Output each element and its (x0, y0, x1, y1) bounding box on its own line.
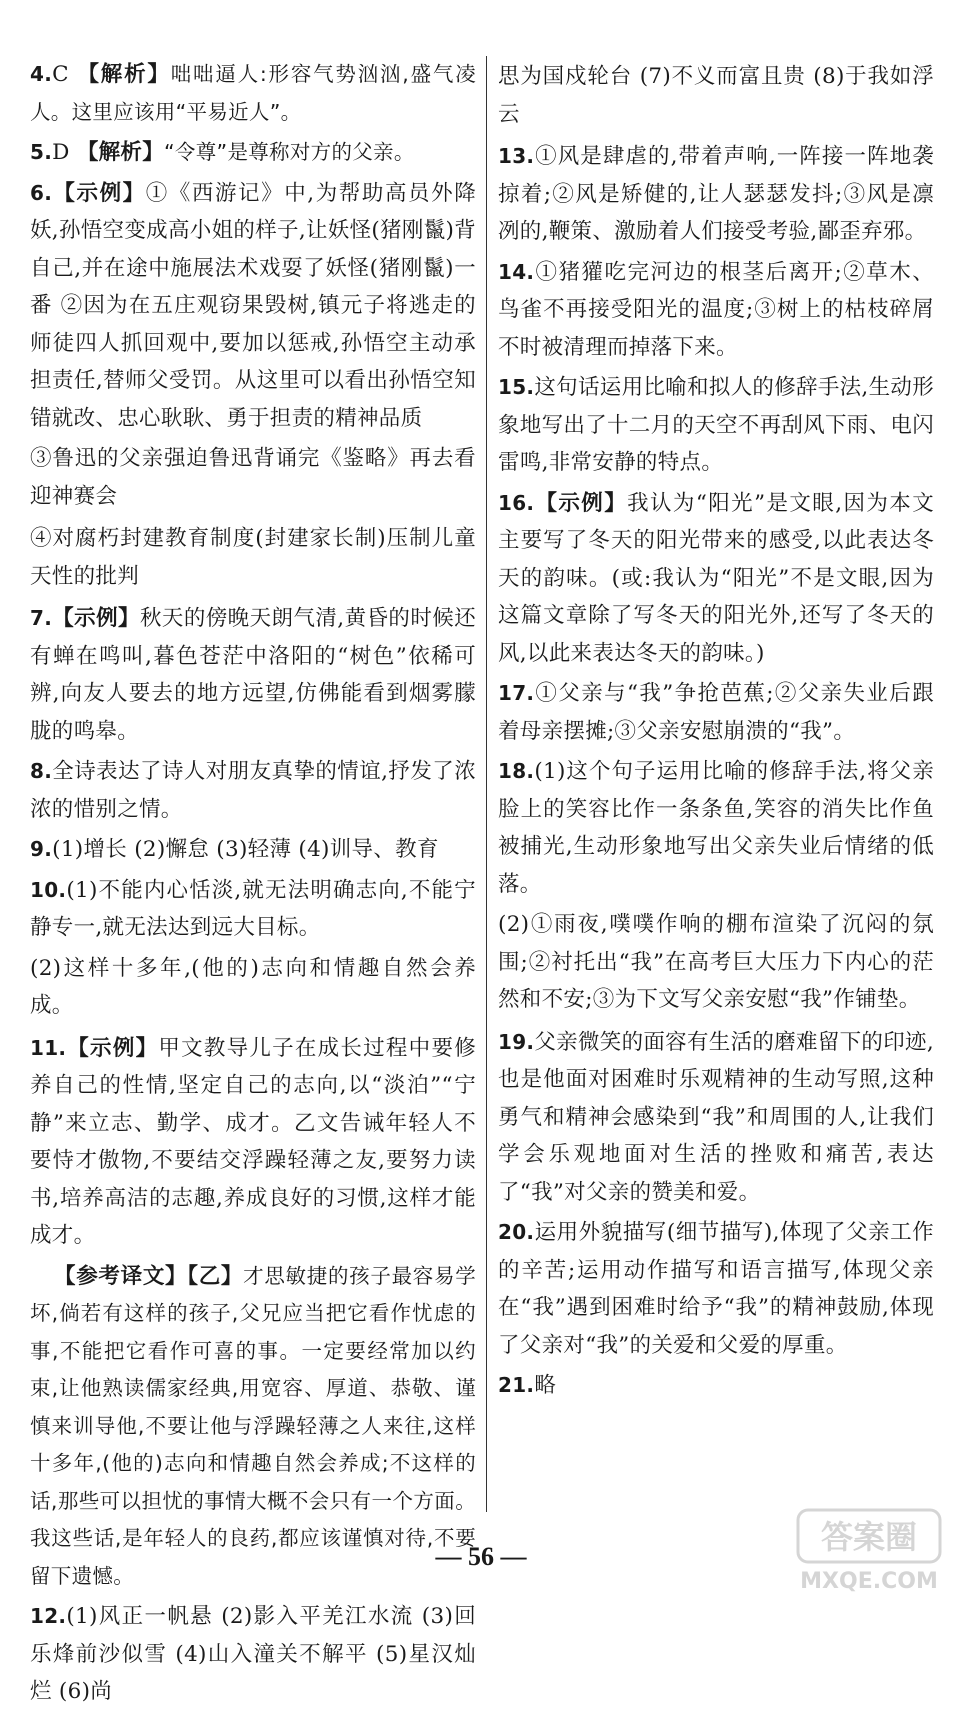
answer-text: 咄咄逼人:形容气势汹汹,盛气凌人。这里应该用“平易近人”。 (30, 62, 476, 124)
answer-number: 20. (498, 1220, 535, 1244)
answer-item (30, 56, 476, 131)
answer-item (498, 369, 934, 482)
answer-number: 5. (30, 140, 53, 164)
answer-number: 11. (30, 1035, 67, 1060)
answer-item (498, 254, 934, 367)
answer-item (30, 1030, 476, 1255)
answer-text: (1)增长 (2)懈怠 (3)轻薄 (4)训导、教育 (52, 837, 439, 862)
answer-continuation: ④对腐朽封建教育制度(封建家长制)压制儿童天性的批判 (30, 526, 476, 589)
answer-text: “令尊”是尊称对方的父亲。 (164, 140, 415, 164)
answer-item (30, 872, 476, 947)
answer-number: 19. (498, 1029, 535, 1054)
answer-label: 【解析】 (76, 140, 165, 165)
answer-text: ①猪獾吃完河边的根茎后离开;②草木、鸟雀不再接受阳光的温度;③树上的枯枝碎屑不时被清理而掉落下来。 (498, 259, 934, 360)
answer-item (498, 675, 934, 750)
answer-item (498, 485, 934, 673)
answer-text: 才思敏捷的孩子最容易学坏,倘若有这样的孩子,父兄应当把它看作忧虑的事,不能把它看作可喜的事。一定要经常加以约束,让他熟读儒家经典,用宽容、厚道、恭敬、谨慎来训导他,不要让他与浮躁轻薄之人来往,这样十多年,(他的)志向和情趣自然会养成;不这样的话,那些可以担忧的事情大概不会只有一个方面。我这些话,是年轻人的良药,都应该谨慎对待,不要留下遗憾。 (30, 1263, 476, 1588)
answer-number: 4. (30, 62, 53, 86)
answer-text: 我认为“阳光”是文眼,因为本文主要写了冬天的阳光带来的感受,以此表达冬天的韵味。(或:我认为“阳光”不是文眼,因为这篇文章除了写冬天的阳光外,还写了冬天的风,以此来表达冬天的韵味。) (498, 490, 934, 666)
answer-text: ①《西游记》中,为帮助高员外降妖,孙悟空变成高小姐的样子,让妖怪(猪刚鬣)背自己,并在途中施展法术戏耍了妖怪(猪刚鬣)一番 ②因为在五庄观窃果毁树,镇元子将逃走的师徒四人抓回观中,要加以惩戒,孙悟空主动承担责任,替师父受罚。从这里可以看出孙悟空知错就改、忠心耿耿、勇于担责的精神品质 (30, 180, 476, 431)
answer-number: 21. (498, 1373, 535, 1397)
answer-item (30, 831, 476, 869)
answer-text: D (52, 140, 77, 165)
answer-label: 【示例】 (52, 180, 146, 206)
answer-text: (1)不能内心恬淡,就无法明确志向,不能宁静专一,就无法达到远大目标。 (30, 877, 476, 940)
answer-number: 18. (498, 759, 535, 783)
answer-continuation: (2)①雨夜,噗噗作响的棚布渲染了沉闷的氛围;②衬托出“我”在高考巨大压力下内心的茫然和不安;③为下文写父亲安慰“我”作铺垫。 (498, 912, 934, 1012)
answer-item (498, 753, 934, 903)
answer-text: 这句话运用比喻和拟人的修辞手法,生动形象地写出了十二月的天空不再刮风下雨、电闪雷鸣,非常安静的特点。 (498, 375, 935, 475)
answer-number: 9. (30, 837, 53, 861)
answer-text: 父亲微笑的面容有生活的磨难留下的印迹,也是他面对困难时乐观精神的生动写照,这种勇气和精神会感染到“我”和周围的人,让我们学会乐观地面对生活的挫败和痛苦,表达了“我”对父亲的赞美和爱。 (498, 1029, 934, 1205)
answer-text: 略 (534, 1373, 557, 1398)
left-column (30, 56, 477, 1704)
column-divider (486, 56, 487, 1512)
answer-item (30, 175, 476, 438)
watermark-text-bottom: MXQE.COM (800, 1569, 938, 1594)
answer-number: 12. (30, 1604, 67, 1628)
answer-text: 甲文教导儿子在成长过程中要修养自己的性情,坚定自己的志向,以“淡泊”“宁静”来立志、勤学、成才。乙文告诫年轻人不要恃才傲物,不要结交浮躁轻薄之友,要努力读书,培养高洁的志趣,养成良好的习惯,这样才能成才。 (30, 1035, 477, 1248)
answer-text: 运用外貌描写(细节描写),体现了父亲工作的辛苦;运用动作描写和语言描写,体现父亲在“我”遇到困难时给予“我”的精神鼓励,体现了父亲对“我”的关爱和父爱的厚重。 (498, 1220, 934, 1358)
answer-continuation: 思为国戍轮台 (7)不义而富且贵 (8)于我如浮云 (498, 64, 934, 127)
answer-continuation: (2)这样十多年,(他的)志向和情趣自然会养成。 (30, 955, 476, 1018)
answer-label: 【示例】 (52, 606, 140, 631)
answer-text: (1)风正一帆悬 (2)影入平羌江水流 (3)回乐烽前沙似雪 (4)山入潼关不解平 (5)星汉灿烂 (6)尚 (30, 1604, 476, 1704)
answer-item (30, 600, 476, 750)
answer-label: 【参考译文】【乙】 (54, 1263, 244, 1289)
answer-text: ①父亲与“我”争抢芭蕉;②父亲失业后跟着母亲摆摊;③父亲安慰崩溃的“我”。 (498, 681, 934, 744)
answer-text: ①风是肆虐的,带着声响,一阵接一阵地袭掠着;②风是矫健的,让人瑟瑟发抖;③风是凛冽的,鞭策、激励着人们接受考验,鄙歪弃邪。 (498, 144, 934, 244)
answer-number: 14. (498, 259, 535, 284)
answer-number: 15. (498, 375, 535, 399)
answer-number: 13. (498, 144, 535, 168)
answer-number: 7. (30, 606, 53, 630)
answer-text: 秋天的傍晚天朗气清,黄昏的时候还有蝉在鸣叫,暮色苍茫中洛阳的“树色”依稀可辨,向友人要去的地方远望,仿佛能看到烟雾朦胧的鸣皋。 (30, 606, 477, 744)
answer-continuation: ③鲁迅的父亲强迫鲁迅背诵完《鉴略》再去看迎神赛会 (30, 446, 476, 509)
answer-label: 【示例】 (66, 1035, 159, 1061)
answer-item (30, 753, 476, 828)
answer-number: 10. (30, 877, 67, 902)
answer-item (30, 1598, 476, 1711)
answer-label: 【解析】 (77, 62, 171, 87)
answer-label: 【示例】 (534, 490, 628, 516)
watermark-logo (794, 1506, 944, 1596)
answer-text: (1)这个句子运用比喻的修辞手法,将父亲脸上的笑容比作一条条鱼,笑容的消失比作鱼被捕光,生动形象地写出父亲失业后情绪的低落。 (498, 759, 934, 897)
answer-number: 8. (30, 759, 53, 783)
answer-item (498, 1214, 934, 1364)
answer-number: 17. (498, 681, 535, 705)
page-number: — 56 — (435, 1542, 527, 1571)
answer-number: 6. (30, 180, 53, 205)
watermark-text-top: 答案圈 (820, 1518, 918, 1556)
right-column (498, 58, 934, 1510)
answer-text: 全诗表达了诗人对朋友真挚的情谊,抒发了浓浓的惜别之情。 (30, 759, 476, 822)
answer-item (30, 134, 476, 172)
answer-item (498, 1367, 934, 1405)
answer-number: 16. (498, 490, 535, 515)
answer-item (498, 1024, 934, 1212)
answer-text: C (52, 62, 78, 87)
answer-item (498, 138, 934, 251)
